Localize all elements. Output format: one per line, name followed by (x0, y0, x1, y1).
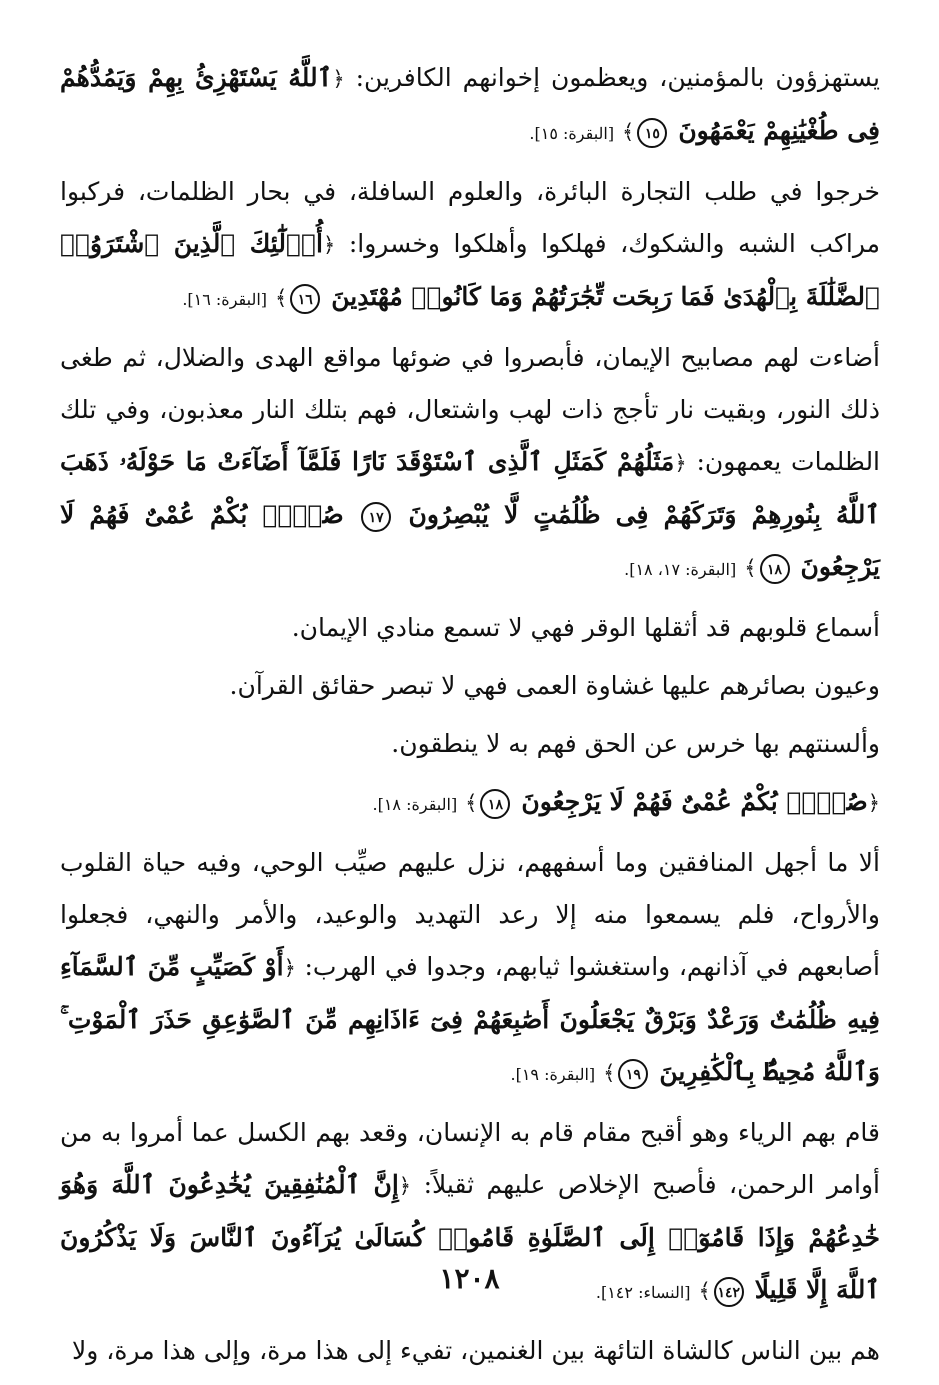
ornate-bracket-close: ﴾ (274, 286, 288, 310)
paragraph-6 (60, 718, 880, 770)
quran-verse: أُو۟لَٰٓئِكَ ٱلَّذِينَ ٱشْتَرَوُا۟ ٱلضَّلَٰلَةَ بِٱلْهُدَىٰ فَمَا رَبِحَت تِّجَٰرَتُهُمْ وَمَا كَانُوا۟ مُهْتَدِينَ (60, 229, 880, 311)
ayah-number-badge: ١٧ (361, 502, 391, 532)
ornate-bracket-open: ﴿ (398, 1174, 412, 1198)
paragraph-8 (60, 837, 880, 1101)
ayah-number-badge: ١٤٢ (714, 1277, 744, 1307)
ayah-number-badge: ١٥ (637, 118, 667, 148)
paragraph-text: وعيون بصائرهم عليها غشاوة العمى فهي لا تبصر حقائق القرآن. (229, 671, 880, 700)
ornate-bracket-close: ﴾ (603, 1061, 616, 1085)
paragraph-text: أسماع قلوبهم قد أثقلها الوقر فهي لا تسمع منادي الإيمان. (291, 613, 880, 642)
ornate-bracket-close: ﴾ (744, 556, 757, 580)
verse-reference: [البقرة: ١٥]. (529, 124, 615, 143)
ornate-bracket-open: ﴿ (674, 451, 687, 475)
verse-reference: [البقرة: ١٦]. (182, 290, 267, 309)
ornate-bracket-open: ﴿ (867, 791, 880, 815)
paragraph-text: يستهزؤون بالمؤمنين، ويعظمون إخوانهم الكافرين: (355, 63, 880, 92)
page-number: ١٢٠٨ (439, 1262, 500, 1295)
ayah-number-badge: ١٦ (290, 284, 320, 314)
paragraph-text: ألا ما أجهل المنافقين وما أسفههم، نزل عليهم صيِّب الوحي، وفيه حياة القلوب والأرواح، فلم يسمعوا منه إلا رعد التهديد والوعيد، والأمر والنهي، فجعلوا أصابعهم في آذانهم، واستغشوا ثيابهم، وجدوا في الهرب: (60, 848, 880, 981)
quran-verse: إِنَّ ٱلْمُنَٰفِقِينَ يُخَٰدِعُونَ ٱللَّهَ وَهُوَ خَٰدِعُهُمْ وَإِذَا قَامُوٓا۟ إِلَى ٱلصَّلَوٰةِ قَامُوا۟ كُسَالَىٰ يُرَآءُونَ ٱلنَّاسَ وَلَا يَذْكُرُونَ ٱللَّهَ إِلَّا قَلِيلًا (60, 1170, 880, 1304)
paragraph-2 (60, 166, 880, 326)
paragraph-4 (60, 602, 880, 654)
ornate-bracket-close: ﴾ (465, 791, 478, 815)
ornate-bracket-close: ﴾ (622, 120, 635, 144)
quran-verse: مَثَلُهُمْ كَمَثَلِ ٱلَّذِى ٱسْتَوْقَدَ نَارًا فَلَمَّآ أَضَآءَتْ مَا حَوْلَهُۥ ذَهَبَ ٱللَّهُ بِنُورِهِمْ وَتَرَكَهُمْ فِى ظُلُمَٰتٍ لَّا يُبْصِرُونَ (60, 447, 880, 529)
ornate-bracket-open: ﴿ (322, 233, 336, 257)
quran-verse: ٱللَّهُ يَسْتَهْزِئُ بِهِمْ وَيَمُدُّهُمْ فِى طُغْيَٰنِهِمْ يَعْمَهُونَ (60, 63, 880, 145)
verse-reference: [البقرة: ١٧، ١٨]. (624, 560, 737, 579)
page-body (60, 52, 880, 1383)
ayah-number-badge: ١٨ (480, 789, 510, 819)
paragraph-5 (60, 660, 880, 712)
ayah-number-badge: ١٩ (618, 1059, 648, 1089)
paragraph-1 (60, 52, 880, 160)
ornate-bracket-open: ﴿ (332, 67, 345, 91)
ayah-number-badge-2: ١٨ (760, 554, 790, 584)
paragraph-text: هم بين الناس كالشاة التائهة بين الغنمين، تفيء إلى هذا مرة، وإلى هذا مرة، ولا (71, 1336, 880, 1365)
paragraph-3 (60, 332, 880, 596)
paragraph-10 (60, 1325, 880, 1377)
verse-reference: [البقرة: ١٩]. (510, 1065, 596, 1084)
ornate-bracket-open: ﴿ (283, 956, 296, 980)
paragraph-text: أضاءت لهم مصابيح الإيمان، فأبصروا في ضوئها مواقع الهدى والضلال، ثم طغى ذلك النور، وبقيت نار تأجج ذات لهب واشتعال، فهم بتلك النار معذبون، وفي تلك الظلمات يعمهون: (60, 343, 881, 476)
quran-verse: أَوْ كَصَيِّبٍ مِّنَ ٱلسَّمَآءِ فِيهِ ظُلُمَٰتٌ وَرَعْدٌ وَبَرْقٌ يَجْعَلُونَ أَصَٰبِعَهُمْ فِىٓ ءَاذَانِهِم مِّنَ ٱلصَّوَٰعِقِ حَذَرَ ٱلْمَوْتِ ۚ وَٱللَّهُ مُحِيطٌۢ بِٱلْكَٰفِرِينَ (60, 952, 880, 1086)
paragraph-text: قام بهم الرياء وهو أقبح مقام قام به الإنسان، وقعد بهم الكسل عما أمروا به من أوامر الرحمن، فأصبح الإخلاص عليهم ثقيلاً: (60, 1118, 880, 1199)
quran-verse-2: صُمٌّۢ بُكْمٌ عُمْىٌ فَهُمْ لَا يَرْجِعُونَ (60, 500, 880, 581)
paragraph-text: وألسنتهم بها خرس عن الحق فهم به لا ينطقون. (391, 729, 880, 758)
quran-verse: صُمٌّۢ بُكْمٌ عُمْىٌ فَهُمْ لَا يَرْجِعُونَ (521, 787, 868, 816)
paragraph-text: خرجوا في طلب التجارة البائرة، والعلوم السافلة، في بحار الظلمات، فركبوا مراكب الشبه والشكوك، فهلكوا وأهلكوا وخسروا: (60, 177, 881, 258)
verse-reference: [البقرة: ١٨]. (372, 795, 458, 814)
verse-reference: [النساء: ١٤٢]. (595, 1283, 691, 1302)
paragraph-7 (60, 776, 880, 831)
ornate-bracket-close: ﴾ (698, 1279, 711, 1303)
